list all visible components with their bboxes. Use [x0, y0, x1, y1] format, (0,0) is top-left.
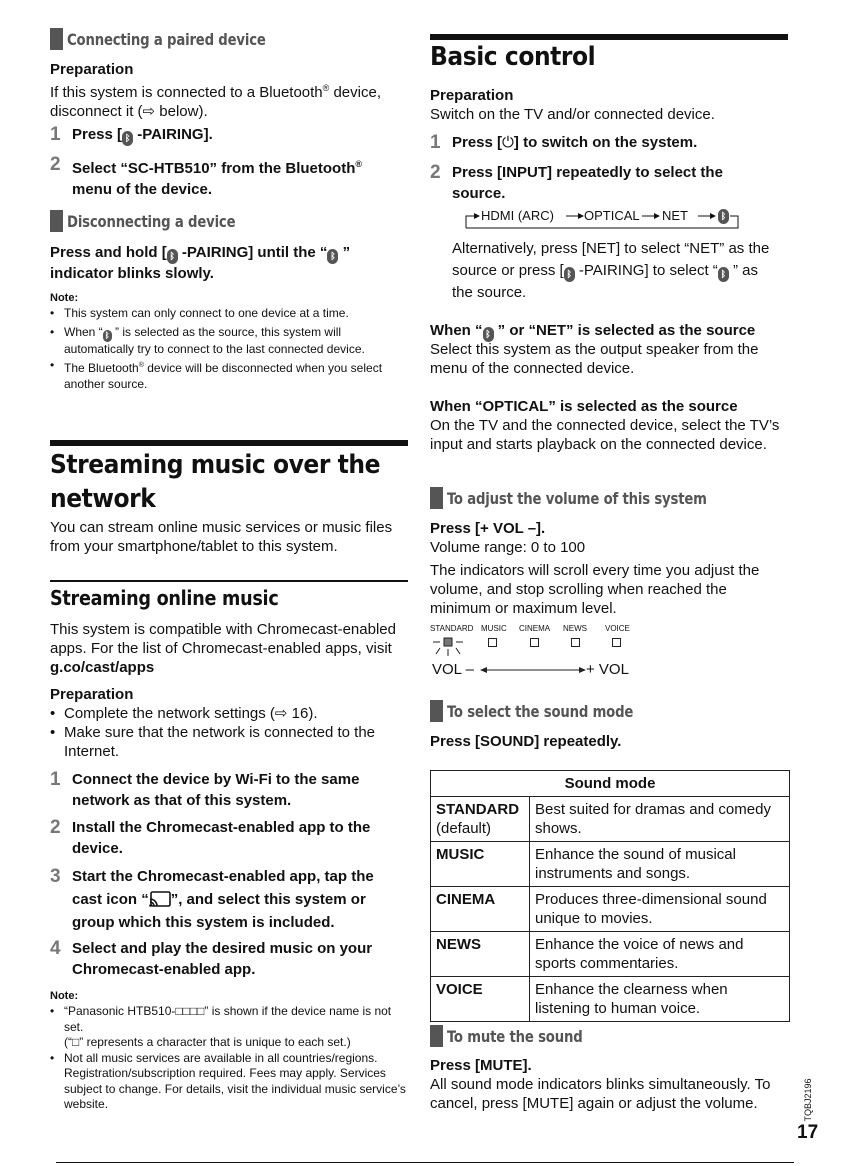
note-text	[64, 325, 408, 358]
source-net: NET	[662, 208, 688, 223]
text: (“□” represents a character that is unique to each set.)	[64, 1035, 351, 1049]
bt-net-text: Select this system as the output speaker from the menu of the connected device.	[430, 341, 759, 377]
table-row	[431, 977, 790, 1022]
desc-cell: Enhance the clearness when listening to human voice.	[530, 977, 790, 1022]
section-heading-disconnect	[50, 210, 250, 232]
text: Press [	[72, 126, 123, 143]
cast-icon	[149, 891, 171, 907]
heading-bar	[430, 487, 443, 509]
heading-text: To select the sound mode	[447, 701, 634, 721]
step-text: Install the Chromecast-enabled app to the device.	[72, 819, 371, 857]
step-number: 2	[430, 162, 441, 183]
list-item: • Complete the network settings (⇨ 16).	[50, 705, 318, 722]
mode-name: CINEMA	[436, 891, 496, 908]
mode-cell	[431, 842, 530, 887]
bluetooth-icon: ᛒ	[327, 249, 338, 264]
table-row	[431, 842, 790, 887]
text: ” as the source.	[452, 261, 758, 301]
text: Press and hold [	[50, 244, 167, 261]
text: Select “SC-HTB510” from the Bluetooth	[72, 160, 356, 177]
text: When “	[430, 322, 483, 339]
volume-indicator-diagram	[430, 624, 640, 684]
indicator-box-voice	[612, 638, 621, 647]
step-number: 1	[50, 124, 61, 145]
vol-plus-label: + VOL	[586, 661, 629, 678]
note-item: • “Panasonic HTB510-□□□□” is shown if the device name is not set. (“□” represents a character that is unique to each set.)	[50, 1004, 408, 1051]
step-number: 2	[50, 817, 61, 838]
step-2	[50, 154, 395, 200]
bluetooth-icon: ᛒ	[718, 209, 729, 224]
heading-bar	[50, 210, 63, 232]
registered-mark: ®	[138, 362, 144, 369]
bluetooth-icon: ᛒ	[122, 131, 133, 146]
text: menu of the device.	[72, 181, 213, 198]
text: device will be disconnected when you select another source.	[64, 361, 383, 391]
heading-text: To adjust the volume of this system	[447, 488, 707, 508]
section-title-line-2: network	[50, 484, 156, 514]
text: Alternatively, press [NET] to select “NET” as the source or press [	[452, 240, 770, 279]
step-1	[50, 124, 410, 146]
preparation-label: Preparation	[430, 87, 514, 104]
chromecast-compat-text	[50, 620, 400, 677]
table-row	[431, 797, 790, 842]
volume-range: Volume range: 0 to 100	[430, 539, 586, 556]
note-label: Note:	[50, 292, 79, 304]
heading-bar	[430, 1025, 443, 1047]
source-optical: OPTICAL	[584, 208, 640, 223]
text: -PAIRING].	[133, 126, 213, 143]
step-text	[72, 154, 395, 200]
section-rule	[50, 440, 408, 446]
step-3	[50, 865, 398, 934]
optical-text: On the TV and the connected device, select the TV’s input and starts playback on the connected device.	[430, 417, 780, 453]
note-text: Not all music services are available in all countries/regions. Registration/subscription required. Fees may apply. Services subject to change. For details, visit the individual music service’s website.	[64, 1050, 406, 1111]
note-item: • The Bluetooth® device will be disconnected when you select another source.	[50, 358, 408, 392]
text: When “	[64, 324, 103, 339]
bluetooth-icon: ᛒ	[718, 267, 729, 282]
doc-code: TQBJ2196	[803, 1078, 813, 1122]
note-item: • Not all music services are available in all countries/regions. Registration/subscription required. Fees may apply. Services subject to change. For details, visit the individual music service’s website.	[50, 1051, 408, 1113]
text: device, disconnect it (	[50, 84, 381, 120]
text: ” indicator blinks slowly.	[50, 244, 351, 282]
preparation-label: Preparation	[50, 61, 134, 78]
source-cycle-diagram	[462, 208, 742, 230]
text: ” is selected as the source, this system will automatically try to connect to the last connected device.	[64, 324, 365, 356]
mode-sub: (default)	[436, 820, 492, 837]
step-number: 1	[50, 769, 61, 790]
section-title: Basic control	[430, 42, 596, 72]
mute-text: All sound mode indicators blinks simultaneously. To cancel, press [MUTE] again or adjust the volume.	[430, 1076, 771, 1112]
indicator-label-music: MUSIC	[481, 624, 507, 633]
heading-bar	[50, 28, 63, 50]
mode-name: MUSIC	[436, 846, 485, 863]
table-header-row	[431, 771, 790, 797]
subsection-rule	[50, 580, 408, 582]
note-text	[64, 358, 408, 392]
section-heading-paired	[50, 28, 283, 50]
mode-name: VOICE	[436, 981, 483, 998]
mode-cell	[431, 932, 530, 977]
bluetooth-icon: ᛒ	[564, 267, 575, 282]
heading-bar	[430, 700, 443, 722]
disconnect-instruction	[50, 243, 395, 284]
registered-mark: ®	[322, 83, 330, 93]
text: below).	[155, 103, 208, 120]
volume-arrow	[480, 663, 586, 677]
registered-mark: ®	[355, 159, 363, 169]
mute-press: Press [MUTE].	[430, 1057, 532, 1074]
page-number: 17	[797, 1122, 819, 1143]
preparation-list	[50, 704, 408, 761]
text: If this system is connected to a Bluetooth	[50, 84, 323, 101]
step-number: 1	[430, 132, 441, 153]
mode-cell	[431, 977, 530, 1022]
alternative-text	[452, 238, 782, 303]
chromecast-link[interactable]: g.co/cast/apps	[50, 659, 155, 676]
source-hdmi: HDMI (ARC)	[481, 208, 554, 223]
desc-cell: Best suited for dramas and comedy shows.	[530, 797, 790, 842]
text: ] to switch on the system.	[513, 134, 698, 151]
note-list	[50, 306, 408, 392]
step-text: Select and play the desired music on your Chromecast-enabled app.	[72, 940, 373, 978]
indicator-lit-standard	[430, 634, 470, 660]
step-4	[50, 938, 395, 980]
text: Start the Chromecast-enabled app, tap the cast icon “	[72, 868, 374, 908]
optical-heading: When “OPTICAL” is selected as the source	[430, 398, 738, 415]
text: “Panasonic HTB510-□□□□” is shown if the device name is not set.	[64, 1004, 392, 1034]
item-text: Make sure that the network is connected to the Internet.	[64, 724, 376, 760]
note-text	[64, 1004, 408, 1051]
arrow-icon: ⇨	[142, 103, 156, 120]
step-1	[50, 769, 395, 811]
desc-cell: Enhance the voice of news and sports commentaries.	[530, 932, 790, 977]
text: ” or “NET” is selected as the source	[493, 322, 756, 339]
item-text: Complete the network settings (⇨ 16).	[64, 705, 318, 722]
list-item: • Make sure that the network is connected to the Internet.	[50, 723, 408, 761]
note-label: Note:	[50, 990, 79, 1002]
volume-text: The indicators will scroll every time you adjust the volume, and stop scrolling when reached the minimum or maximum level.	[430, 562, 760, 617]
step-text	[72, 865, 398, 934]
section-title-line-1: Streaming music over the	[50, 450, 381, 480]
footer-rule	[56, 1162, 794, 1163]
mode-cell	[431, 797, 530, 842]
step-text: Connect the device by Wi-Fi to the same network as that of this system.	[72, 771, 360, 809]
step-number: 4	[50, 938, 61, 959]
indicator-label-standard: STANDARD	[430, 624, 474, 633]
step-number: 3	[50, 866, 61, 887]
text: ”, and select this system or group which this system is included.	[72, 891, 366, 931]
step-number: 2	[50, 154, 61, 175]
table-row	[431, 932, 790, 977]
indicator-box-cinema	[530, 638, 539, 647]
indicator-box-music	[488, 638, 497, 647]
bt-net-heading	[430, 321, 792, 342]
mode-cell	[431, 887, 530, 932]
mode-name: NEWS	[436, 936, 481, 953]
preparation-text	[50, 79, 410, 121]
step-1	[430, 132, 790, 153]
sound-mode-table	[430, 770, 790, 1022]
text: -PAIRING] until the “	[177, 244, 328, 261]
text: This system is compatible with Chromecast-enabled apps. For the list of Chromecast-enabled apps, visit	[50, 621, 396, 657]
section-heading-mute	[430, 1025, 594, 1047]
bluetooth-icon: ᛒ	[167, 249, 178, 264]
table-header: Sound mode	[431, 771, 790, 797]
text: Press [	[452, 134, 503, 151]
note-item: • When “ ᛒ ” is selected as the source, this system will automatically try to connect to the last connected device.	[50, 325, 408, 358]
power-icon: ⏻	[502, 134, 514, 151]
vol-minus-label: VOL –	[432, 661, 474, 678]
indicator-box-news	[571, 638, 580, 647]
bluetooth-icon: ᛒ	[483, 327, 494, 342]
text: -PAIRING] to select “	[574, 261, 718, 279]
bluetooth-icon: ᛒ	[103, 330, 112, 342]
sound-press: Press [SOUND] repeatedly.	[430, 733, 622, 750]
preparation-label: Preparation	[50, 686, 134, 703]
heading-text: To mute the sound	[447, 1026, 583, 1046]
desc-cell: Enhance the sound of musical instruments and songs.	[530, 842, 790, 887]
heading-text: Disconnecting a device	[67, 211, 236, 231]
section-heading-volume	[430, 487, 729, 509]
text: The Bluetooth	[64, 361, 139, 375]
indicator-label-cinema: CINEMA	[519, 624, 551, 633]
step-text	[72, 124, 213, 146]
heading-text: Connecting a paired device	[67, 29, 266, 49]
note-text: This system can only connect to one device at a time.	[64, 306, 349, 320]
note-item: • This system can only connect to one device at a time.	[50, 306, 349, 320]
step-text: Press [INPUT] repeatedly to select the source.	[452, 164, 723, 202]
subsection-title: Streaming online music	[50, 586, 279, 610]
streaming-intro: You can stream online music services or music files from your smartphone/tablet to this system.	[50, 519, 393, 555]
step-2	[50, 817, 395, 859]
indicator-label-news: NEWS	[563, 624, 587, 633]
preparation-text: Switch on the TV and/or connected device.	[430, 106, 715, 123]
indicator-label-voice: VOICE	[605, 624, 630, 633]
table-row	[431, 887, 790, 932]
note-list	[50, 1004, 408, 1113]
section-heading-sound	[430, 700, 649, 722]
step-2	[430, 162, 760, 204]
volume-press: Press [+ VOL –].	[430, 520, 546, 537]
step-text	[452, 132, 697, 153]
desc-cell: Produces three-dimensional sound unique to movies.	[530, 887, 790, 932]
mode-name: STANDARD	[436, 801, 520, 818]
